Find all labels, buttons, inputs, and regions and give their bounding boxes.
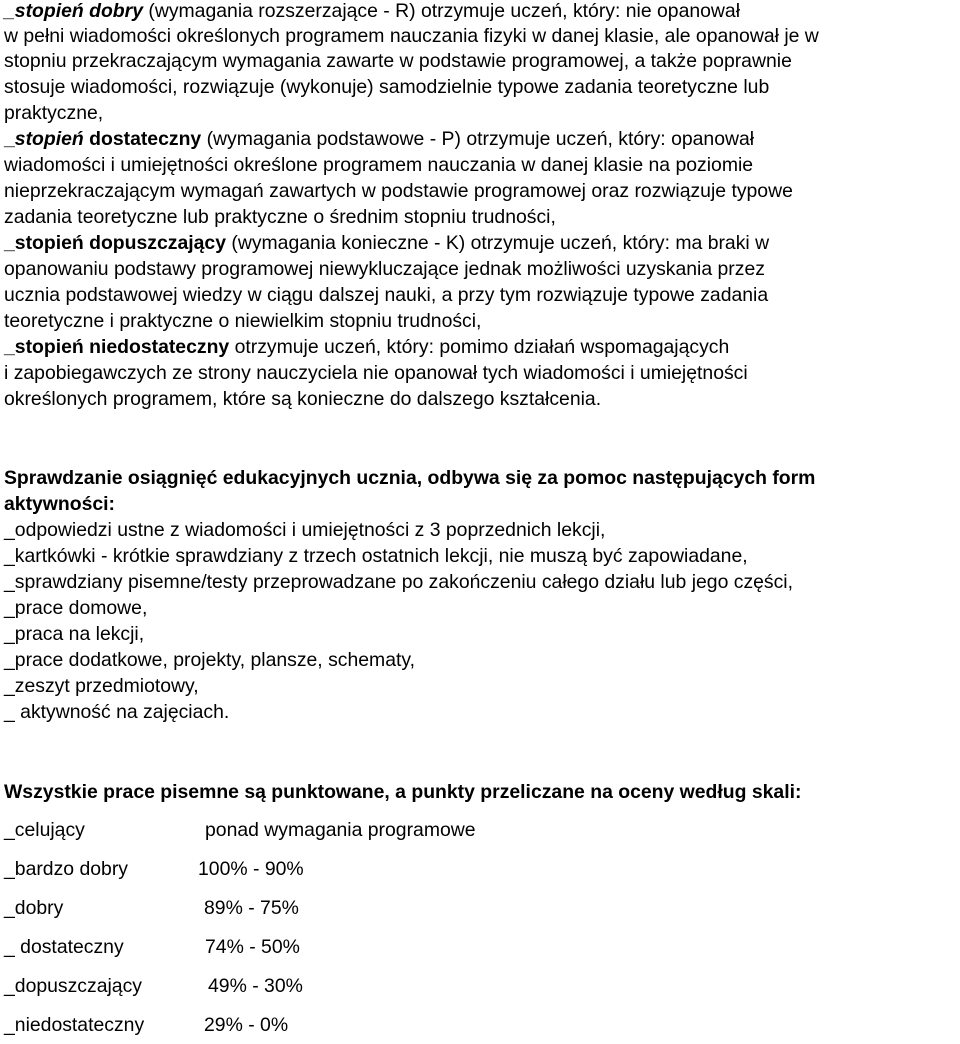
grade-desc-line: opanowaniu podstawy programowej niewykluczające jednak możliwości uzyskania przez: [4, 258, 765, 280]
grade-desc-line: określonych programem, które są konieczne do dalszego kształcenia.: [4, 388, 602, 410]
grade-desc-line: nieprzekraczającym wymagań zawartych w podstawie programowej oraz rozwiązuje typowe: [4, 180, 793, 202]
grade-label-dobry: _stopień dobry: [4, 0, 143, 22]
grade-desc-niedostateczny-line-1: [4, 336, 729, 359]
grade-text: (wymagania konieczne - K) otrzymuje uczeń, który: ma braki w: [225, 232, 770, 254]
assessment-heading-cont: aktywności:: [4, 493, 115, 515]
grade-desc-line: zadania teoretyczne lub praktyczne o średnim stopniu trudności,: [4, 206, 556, 228]
assessment-item: _praca na lekcji,: [4, 623, 145, 645]
grade-desc-dopuszczajacy-line-1: [4, 232, 769, 255]
grade-desc-line: stopniu przekraczającym wymagania zawarte w podstawie programowej, a także poprawnie: [4, 50, 792, 72]
assessment-item: _zeszyt przedmiotowy,: [4, 675, 199, 697]
scale-range: 49% - 30%: [208, 975, 303, 997]
grade-label-dopuszczajacy: _stopień dopuszczający: [4, 232, 226, 254]
grade-desc-line: wiadomości i umiejętności określone programem nauczania w danej klasie na poziomie: [4, 154, 754, 176]
scale-range: 74% - 50%: [205, 936, 300, 958]
assessment-heading: Sprawdzanie osiągnięć edukacyjnych ucznia, odbywa się za pomoc następujących form: [4, 467, 816, 489]
scale-grade: _niedostateczny: [4, 1014, 145, 1036]
grade-text: otrzymuje uczeń, który: pomimo działań wspomagających: [229, 336, 730, 358]
grade-desc-dostateczny-line-1: [4, 128, 754, 151]
grade-label-niedostateczny: _stopień niedostateczny: [4, 336, 230, 358]
assessment-item: _prace dodatkowe, projekty, plansze, schematy,: [4, 649, 416, 671]
assessment-item: _prace domowe,: [4, 597, 148, 619]
assessment-item: _sprawdziany pisemne/testy przeprowadzane po zakończeniu całego działu lub jego części,: [4, 571, 794, 593]
grade-desc-line: teoretyczne i praktyczne o niewielkim stopniu trudności,: [4, 310, 482, 332]
grade-label-prefix: _: [4, 128, 15, 150]
assessment-item: _ aktywność na zajęciach.: [4, 701, 230, 723]
scale-range: 100% - 90%: [198, 858, 304, 880]
scale-range: ponad wymagania programowe: [205, 819, 476, 841]
scale-grade: _dopuszczający: [4, 975, 142, 997]
assessment-item: _odpowiedzi ustne z wiadomości i umiejętności z 3 poprzednich lekcji,: [4, 519, 606, 541]
scale-heading: Wszystkie prace pisemne są punktowane, a punkty przeliczane na oceny według skali:: [4, 781, 802, 803]
scale-range: 89% - 75%: [204, 897, 299, 919]
grade-desc-line: stosuje wiadomości, rozwiązuje (wykonuje) samodzielnie typowe zadania teoretyczne lub: [4, 76, 770, 98]
grade-desc-line: praktyczne,: [4, 102, 104, 124]
scale-grade: _celujący: [4, 819, 85, 841]
scale-grade: _bardzo dobry: [4, 858, 128, 880]
grade-desc-dobry-line-1: [4, 0, 740, 23]
grade-desc-line: ucznia podstawowej wiedzy w ciągu dalszej nauki, a przy tym rozwiązuje typowe zadania: [4, 284, 769, 306]
grade-label-dostateczny: dostateczny: [83, 128, 202, 150]
assessment-item: _kartkówki - krótkie sprawdziany z trzech ostatnich lekcji, nie muszą być zapowiadane,: [4, 545, 748, 567]
grade-label-italic: stopień: [14, 128, 84, 150]
scale-grade: _ dostateczny: [4, 936, 124, 958]
scale-range: 29% - 0%: [204, 1014, 289, 1036]
grade-text: (wymagania podstawowe - P) otrzymuje uczeń, który: opanował: [201, 128, 755, 150]
grade-desc-line: w pełni wiadomości określonych programem nauczania fizyki w danej klasie, ale opanował je w: [4, 25, 819, 47]
grade-desc-line: i zapobiegawczych ze strony nauczyciela nie opanował tych wiadomości i umiejętności: [4, 362, 748, 384]
scale-grade: _dobry: [4, 897, 64, 919]
grade-text: (wymagania rozszerzające - R) otrzymuje uczeń, który: nie opanował: [142, 0, 741, 22]
